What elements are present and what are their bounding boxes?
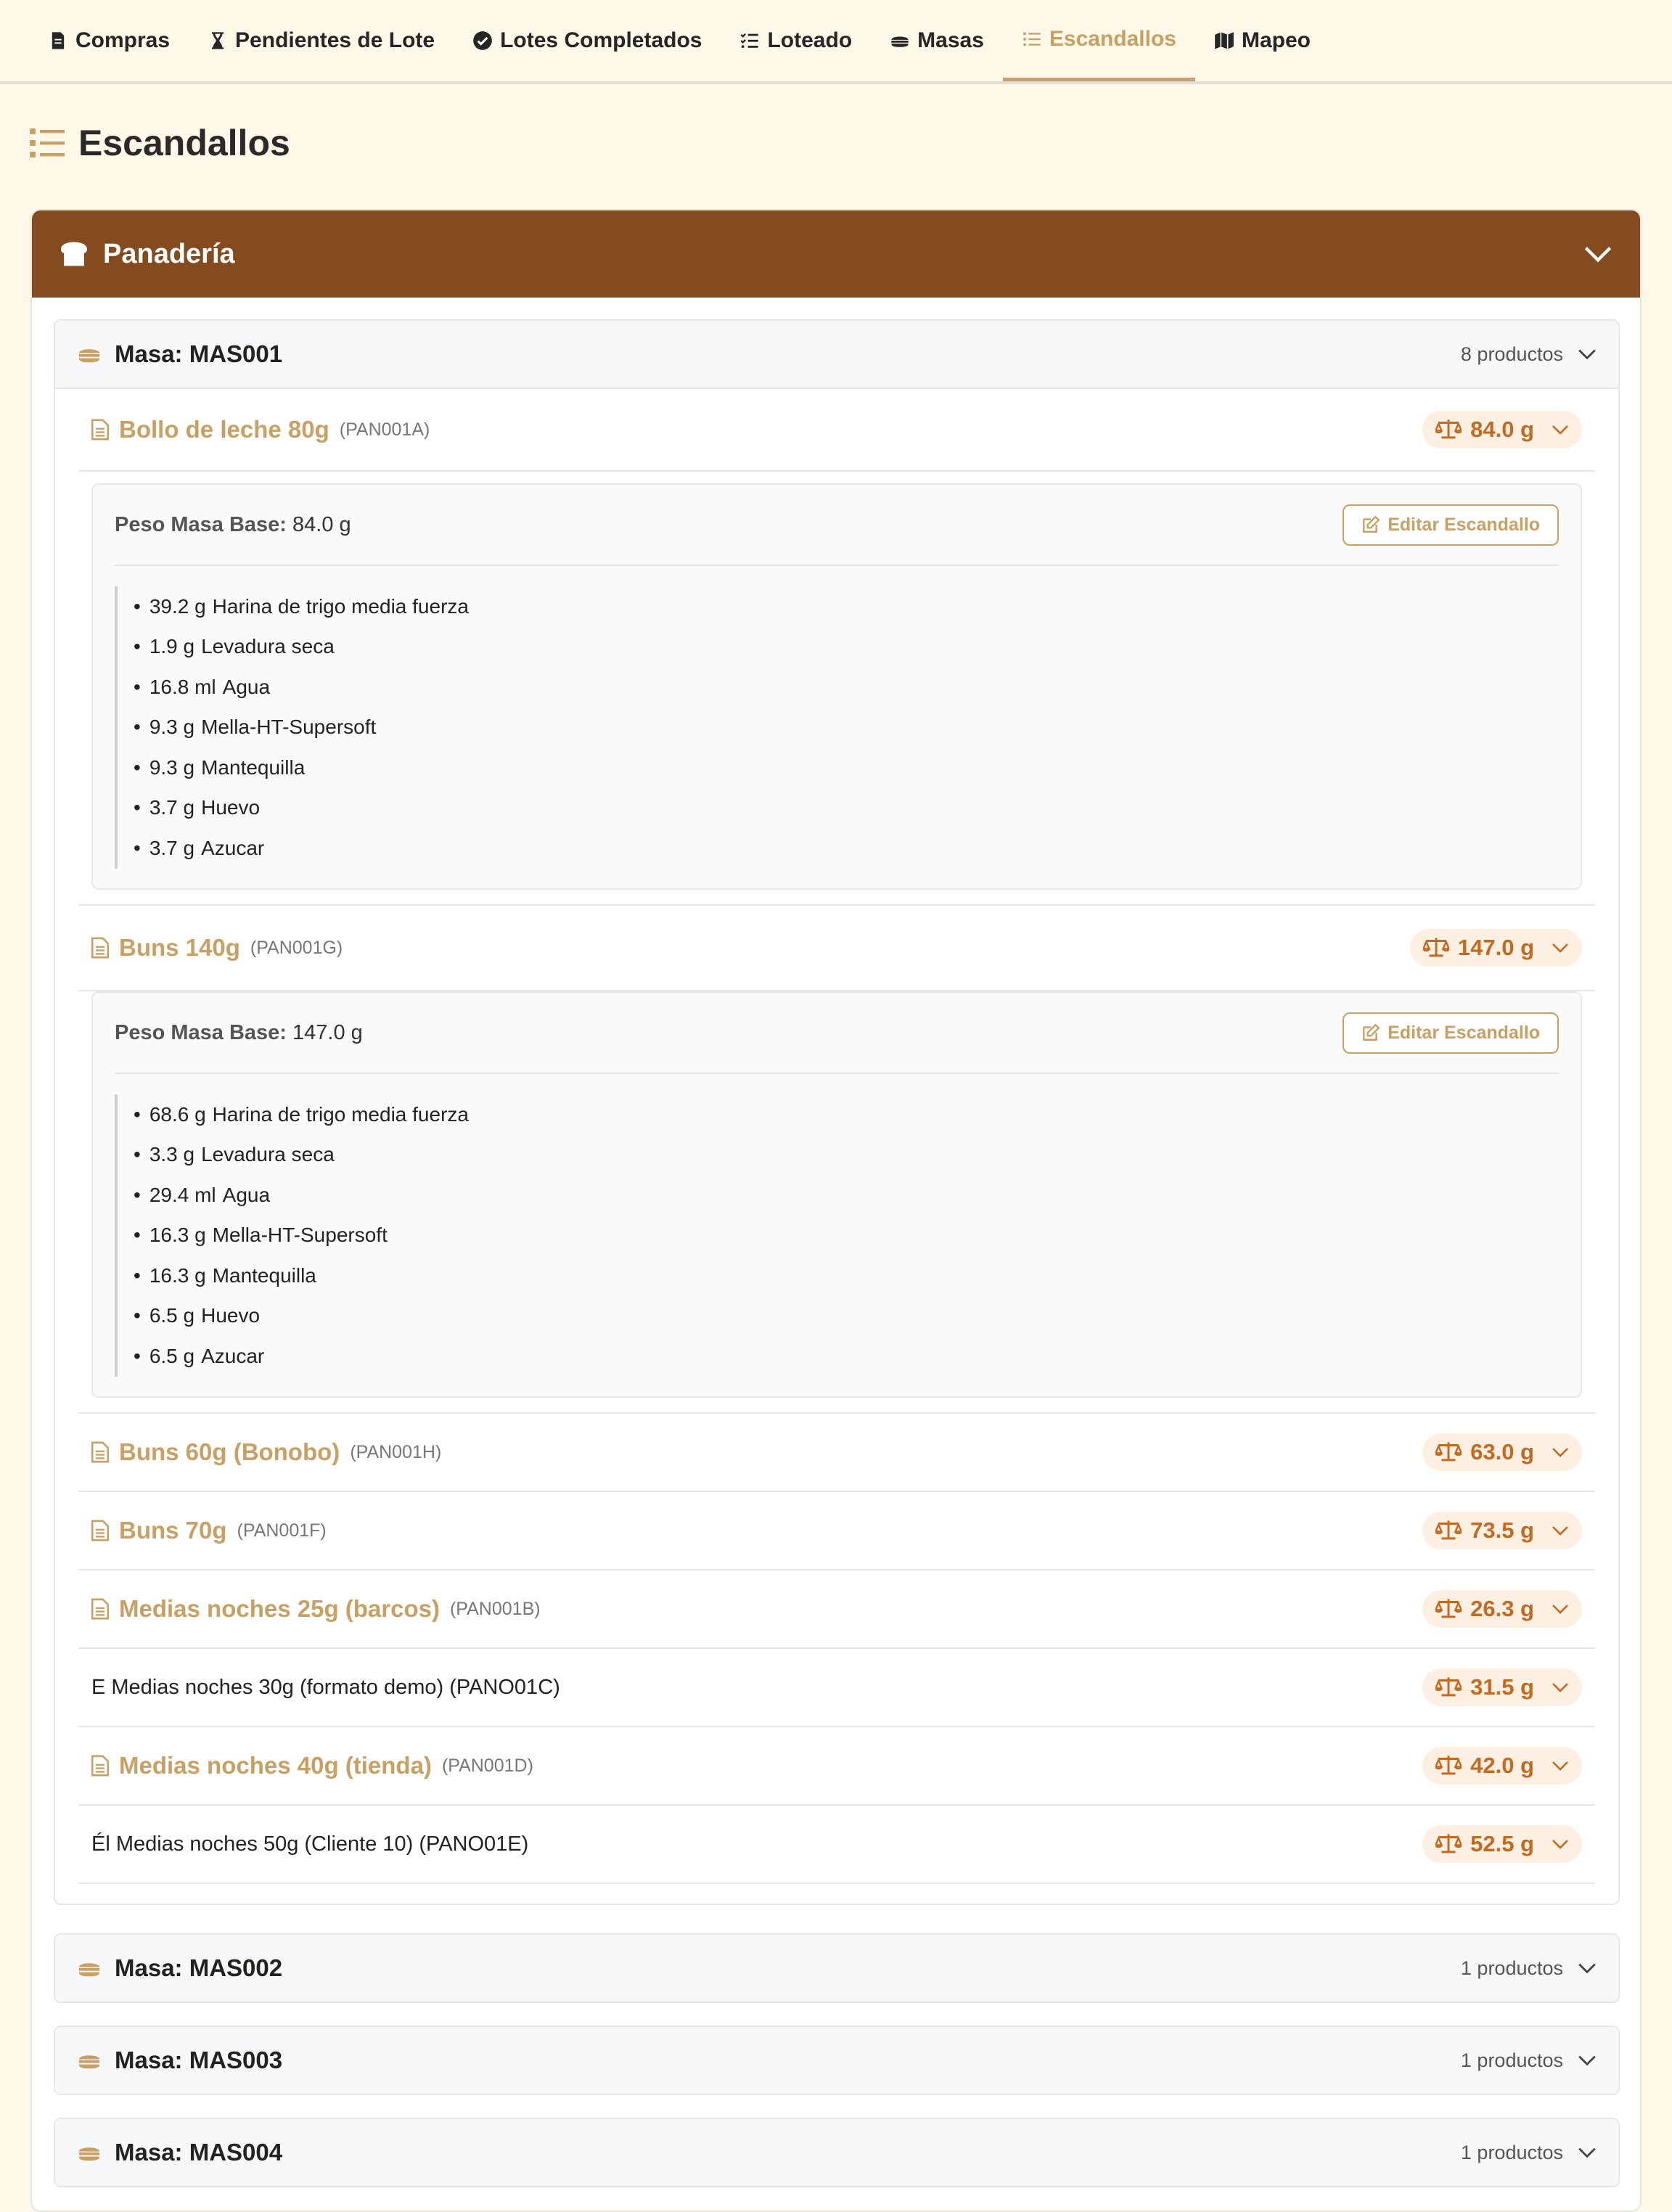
section-header[interactable] (32, 210, 1640, 298)
chevron-down-icon[interactable] (1578, 1962, 1597, 1974)
chevron-down-icon (1552, 1761, 1569, 1771)
product-name: Medias noches 25g (barcos) (119, 1595, 440, 1622)
document-icon (91, 1755, 109, 1777)
product-code: (PAN001H) (350, 1441, 442, 1462)
product-row[interactable] (78, 1649, 1595, 1727)
document-icon (91, 1598, 109, 1620)
section-card (30, 209, 1642, 2212)
peso-label: Peso Masa Base: (115, 512, 287, 536)
tab-label: Pendientes de Lote (235, 28, 435, 52)
section-title: Panadería (103, 238, 235, 269)
tab-label: Lotes Completados (500, 28, 702, 52)
edit-label: Editar Escandallo (1388, 514, 1540, 535)
escandallo-detail (91, 483, 1582, 890)
tab-label: Masas (917, 28, 984, 52)
chevron-down-icon (1552, 1839, 1569, 1849)
ingredient-item: • 1.9 g Levadura seca (134, 635, 335, 658)
document-icon (91, 1520, 109, 1541)
peso-label: Peso Masa Base: (115, 1020, 287, 1044)
masa-name: Masa: MAS001 (115, 340, 283, 367)
product-row[interactable] (78, 1414, 1595, 1492)
weight-badge[interactable] (1422, 1825, 1582, 1863)
product-name: Buns 60g (Bonobo) (119, 1438, 340, 1465)
product-code: (PAN001D) (441, 1755, 533, 1776)
ingredient-item: • 3.3 g Levadura seca (134, 1143, 335, 1166)
bread-icon (77, 1957, 102, 1979)
product-name: Buns 140g (119, 934, 240, 961)
weight-value: 52.5 g (1470, 1831, 1534, 1856)
document-icon (91, 937, 109, 959)
scale-icon (1435, 1676, 1462, 1698)
ingredient-item: • 68.6 g Harina de trigo media fuerza (134, 1102, 469, 1126)
list-icon (1022, 29, 1042, 49)
tab-loteado[interactable] (721, 0, 871, 81)
ingredient-item: • 3.7 g Azucar (134, 836, 265, 859)
masa-group (54, 1933, 1620, 2003)
chevron-down-icon[interactable] (1578, 2147, 1597, 2158)
tab-label: Mapeo (1241, 28, 1311, 52)
product-row[interactable] (78, 389, 1595, 472)
masa-name: Masa: MAS002 (115, 1954, 283, 1981)
bread-icon (77, 2049, 102, 2071)
product-code: (PAN001A) (339, 419, 430, 440)
weight-value: 42.0 g (1470, 1753, 1534, 1778)
masa-count: 1 productos (1460, 1957, 1563, 1979)
chevron-down-icon (1552, 943, 1569, 953)
masa-group (54, 2025, 1620, 2095)
chevron-down-icon (1552, 1447, 1569, 1457)
scale-icon (1435, 1441, 1462, 1463)
product-name: E Medias noches 30g (formato demo) (PANO01C) (91, 1675, 560, 1699)
bread-slice-icon (60, 241, 89, 267)
masa-count: 1 productos (1460, 2049, 1563, 2071)
weight-value: 31.5 g (1470, 1674, 1534, 1700)
product-row[interactable] (78, 1570, 1595, 1649)
scale-icon (1423, 937, 1449, 959)
ingredient-item: • 9.3 g Mella-HT-Supersoft (134, 716, 377, 739)
ingredient-item: • 39.2 g Harina de trigo media fuerza (134, 594, 469, 618)
product-code: (PAN001F) (237, 1520, 327, 1541)
weight-value: 63.0 g (1470, 1439, 1534, 1465)
hourglass-icon (208, 30, 228, 51)
document-icon (91, 1441, 109, 1463)
product-row[interactable] (78, 1806, 1595, 1884)
ingredient-item: • 6.5 g Azucar (134, 1344, 265, 1367)
tab-label: Compras (75, 28, 171, 52)
ingredient-item: • 29.4 ml Agua (134, 1183, 271, 1206)
product-row[interactable] (78, 906, 1595, 991)
bread-icon (77, 2142, 102, 2163)
ingredient-item: • 16.3 g Mella-HT-Supersoft (134, 1224, 388, 1247)
masa-header[interactable] (55, 1935, 1618, 2002)
tab-label: Loteado (767, 28, 853, 52)
weight-badge[interactable] (1422, 1433, 1582, 1471)
chevron-down-icon (1552, 1604, 1569, 1614)
bread-icon (890, 30, 910, 51)
ingredient-item: • 3.7 g Huevo (134, 796, 261, 819)
masa-group (54, 2118, 1620, 2187)
map-icon (1214, 30, 1234, 51)
edit-icon (1361, 1023, 1380, 1042)
tab-pendientes-de-lote[interactable] (189, 0, 454, 81)
product-name: Medias noches 40g (tienda) (119, 1752, 432, 1779)
product-row[interactable] (78, 1727, 1595, 1806)
list-icon (29, 127, 65, 159)
ingredient-item: • 16.3 g Mantequilla (134, 1263, 316, 1287)
bread-icon (77, 343, 102, 365)
page-title-text: Escandallos (78, 123, 290, 163)
product-name: Bollo de leche 80g (119, 416, 329, 443)
escandallo-detail (91, 991, 1582, 1398)
ingredient-list (115, 586, 1559, 869)
peso-masa-base (115, 513, 351, 537)
masa-name: Masa: MAS004 (115, 2139, 283, 2166)
weight-badge[interactable] (1422, 1668, 1582, 1706)
tab-compras[interactable] (29, 0, 189, 81)
scale-icon (1435, 1755, 1462, 1777)
product-code: (PAN001B) (449, 1598, 541, 1619)
masa-count: 1 productos (1460, 2141, 1563, 2163)
masa-header[interactable] (55, 321, 1618, 389)
weight-badge[interactable] (1422, 1512, 1582, 1549)
ingredient-item: • 16.8 ml Agua (134, 675, 271, 698)
peso-masa-base (115, 1021, 363, 1045)
scale-icon (1435, 1598, 1462, 1620)
peso-value: 147.0 g (292, 1020, 363, 1044)
document-icon (91, 419, 109, 441)
chevron-down-icon (1552, 425, 1569, 435)
tab-mapeo[interactable] (1195, 0, 1329, 81)
masa-header[interactable] (55, 2119, 1618, 2186)
tab-escandallos[interactable] (1003, 0, 1195, 81)
weight-value: 26.3 g (1470, 1596, 1534, 1621)
chevron-down-icon[interactable] (1583, 245, 1612, 263)
ingredient-list (115, 1094, 1559, 1377)
chevron-down-icon (1552, 1682, 1569, 1692)
product-row[interactable] (78, 1492, 1595, 1570)
check-circle-icon (472, 30, 493, 51)
masa-count: 8 productos (1460, 343, 1563, 365)
product-name: Buns 70g (119, 1517, 227, 1544)
edit-icon (1361, 515, 1380, 534)
product-code: (PAN001G) (250, 937, 343, 958)
weight-value: 147.0 g (1457, 935, 1534, 960)
chevron-down-icon[interactable] (1578, 2055, 1597, 2066)
checklist-icon (739, 30, 760, 51)
chevron-down-icon (1552, 1525, 1569, 1536)
tab-lotes-completados[interactable] (454, 0, 721, 81)
tab-masas[interactable] (871, 0, 1003, 81)
weight-badge[interactable] (1422, 411, 1582, 448)
weight-badge[interactable] (1422, 1590, 1582, 1628)
ingredient-item: • 6.5 g Huevo (134, 1304, 261, 1327)
masa-group (54, 319, 1620, 1905)
weight-badge[interactable] (1422, 1747, 1582, 1785)
invoice-icon (48, 30, 68, 51)
peso-value: 84.0 g (292, 512, 351, 536)
weight-badge[interactable] (1410, 929, 1582, 967)
edit-label: Editar Escandallo (1388, 1022, 1540, 1043)
ingredient-item: • 9.3 g Mantequilla (134, 755, 306, 779)
weight-value: 73.5 g (1470, 1517, 1534, 1543)
scale-icon (1435, 419, 1462, 441)
tab-label: Escandallos (1049, 26, 1176, 51)
chevron-down-icon[interactable] (1578, 348, 1597, 360)
product-name: Él Medias noches 50g (Cliente 10) (PANO01E) (91, 1832, 529, 1856)
weight-value: 84.0 g (1470, 417, 1534, 442)
edit-escandallo-button[interactable] (1343, 504, 1559, 546)
top-nav (0, 0, 1672, 84)
masa-name: Masa: MAS003 (115, 2047, 283, 2073)
scale-icon (1435, 1520, 1462, 1541)
masa-header[interactable] (55, 2027, 1618, 2094)
edit-escandallo-button[interactable] (1343, 1012, 1559, 1054)
scale-icon (1435, 1833, 1462, 1855)
page-title (29, 122, 290, 164)
